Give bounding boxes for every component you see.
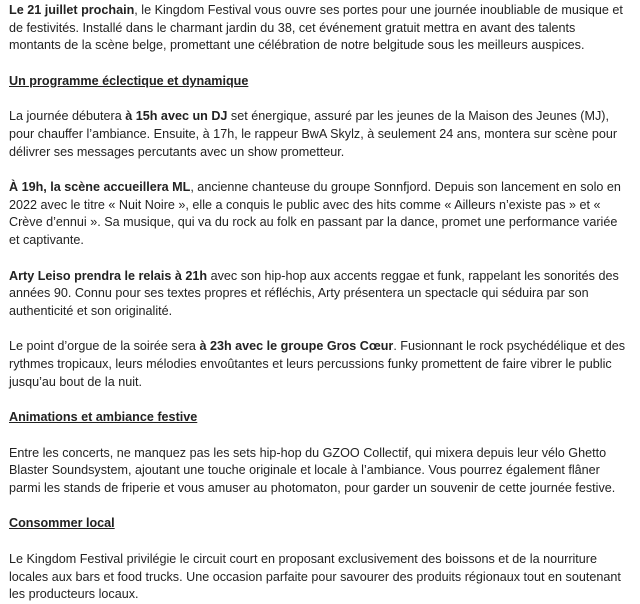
- paragraph-dj-highlight: à 15h avec un DJ: [125, 109, 228, 124]
- paragraph-arty-text: avec son hip-hop aux accents reggae et funk, rappelant les sonorités des années 90. Connu pour ses textes propres et réfléchis, Arty présentera un spectacle qui séduira par son authenticité et son originalité.: [9, 268, 619, 318]
- paragraph-arty-highlight: Arty Leiso prendra le relais à 21h: [9, 268, 208, 283]
- paragraph-dj-text: set énergique, assuré par les jeunes de la Maison des Jeunes (MJ), pour chauffer l’ambiance. Ensuite, à 17h, le rappeur BwA Skylz, à seulement 24 ans, montera sur scène pour délivrer ses messages percutants avec un show prometteur.: [9, 109, 618, 159]
- paragraph-dj-lead: La journée débutera: [9, 109, 126, 124]
- paragraph-gros-coeur-text: . Fusionnant le rock psychédélique et des rythmes tropicaux, leurs mélodies envoûtantes et leurs percussions funky promettent de faire vibrer le public jusqu’au bout de la nuit.: [9, 339, 626, 389]
- paragraph-ml-text: , ancienne chanteuse du groupe Sonnfjord. Depuis son lancement en solo en 2022 avec le titre « Nuit Noire », elle a conquis le public avec des hits comme « Ailleurs n’existe pas » et « Crève d’ennui ». Sa musique, qui va du rock au folk en passant par la dance, promet une performance variée et captivante.: [9, 180, 621, 247]
- paragraph-gros-coeur-lead: Le point d’orgue de la soirée sera: [9, 339, 200, 354]
- paragraph-gros-coeur-highlight: à 23h avec le groupe Gros Cœur: [199, 339, 394, 354]
- paragraph-gros-coeur: [9, 338, 628, 391]
- intro-text: , le Kingdom Festival vous ouvre ses portes pour une journée inoubliable de musique et de festivités. Installé dans le charmant jardin du 38, cet événement gratuit mettra en avant des talents montants de la scène belge, promettant une célébration de notre belgitude sous les meilleurs auspices.: [9, 3, 623, 53]
- paragraph-local: Le Kingdom Festival privilégie le circuit court en proposant exclusivement des boissons et de la nourriture locales aux bars et food trucks. Une occasion parfaite pour savourer des produits régionaux tout en soutenant les producteurs locaux.: [9, 552, 621, 602]
- section-heading-programme: Un programme éclectique et dynamique: [9, 73, 249, 88]
- intro-date: Le 21 juillet prochain: [9, 3, 135, 17]
- section-heading-local: Consommer local: [9, 516, 115, 531]
- paragraph-animations: Entre les concerts, ne manquez pas les sets hip-hop du GZOO Collectif, qui mixera depuis leur vélo Ghetto Blaster Soundsystem, ajoutant une touche originale et locale à l’ambiance. Vous pourrez également flâner parmi les stands de friperie et vous amuser au photomaton, pour garder un souvenir de cette journée festive.: [9, 445, 616, 495]
- paragraph-dj: [9, 108, 628, 161]
- intro-paragraph: [9, 2, 628, 55]
- paragraph-ml: [9, 179, 628, 249]
- paragraph-arty: [9, 268, 628, 321]
- section-heading-animations: Animations et ambiance festive: [9, 410, 198, 425]
- paragraph-ml-highlight: À 19h, la scène accueillera ML: [9, 180, 191, 195]
